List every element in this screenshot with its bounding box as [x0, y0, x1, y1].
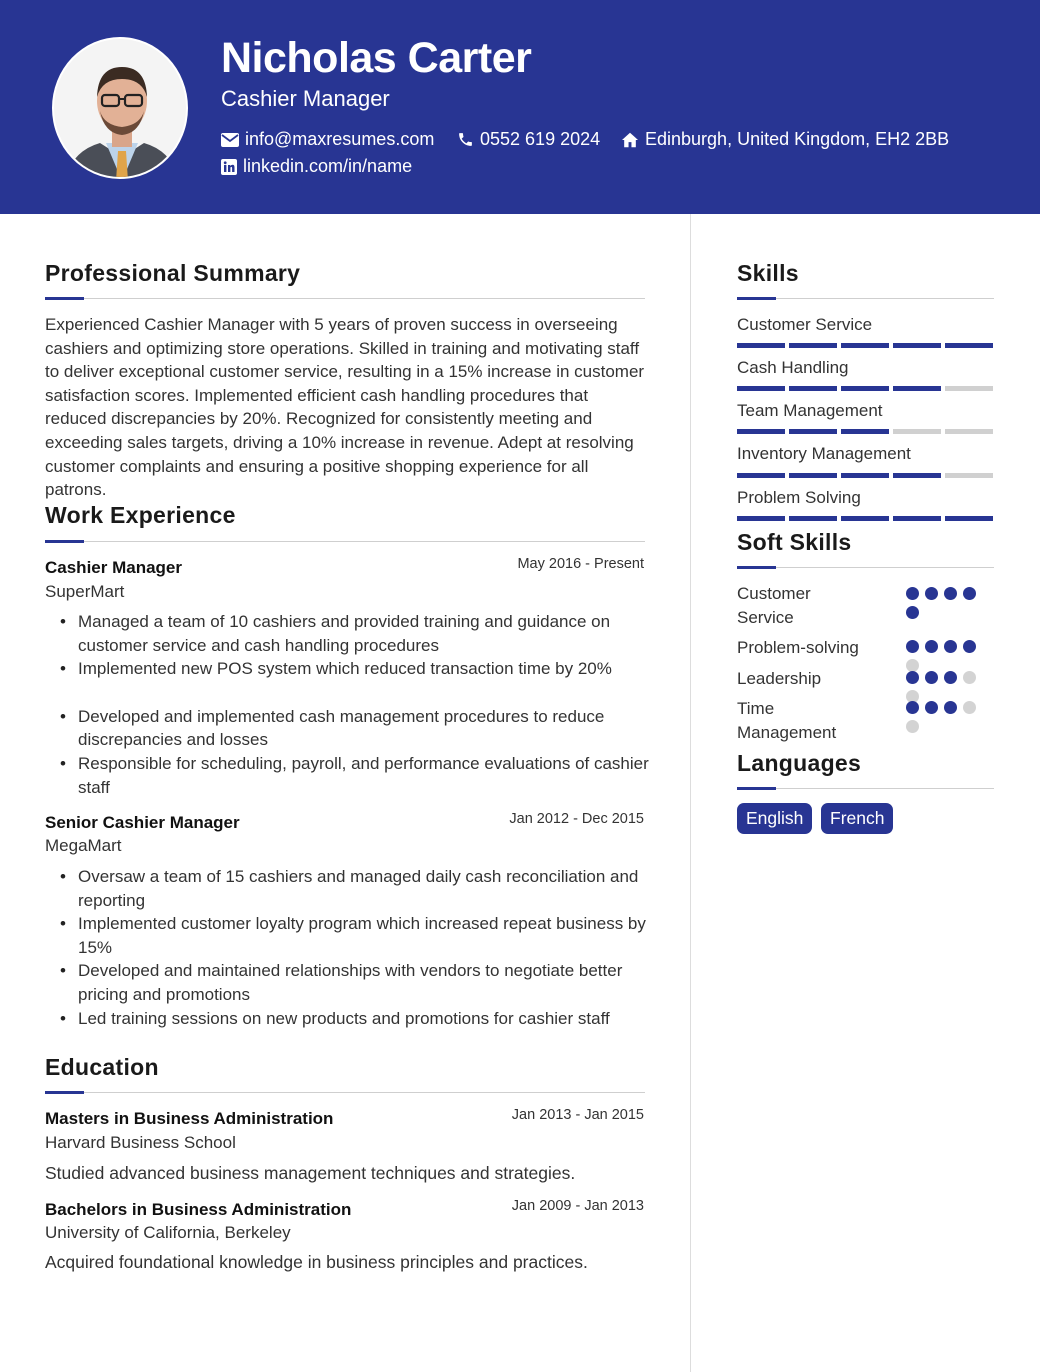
soft-skill-dot	[944, 671, 957, 684]
skill-level-segment	[945, 386, 993, 391]
skill-level-bar	[737, 516, 993, 521]
soft-skills-heading-accent	[737, 566, 776, 569]
skill-level-segment	[945, 516, 993, 521]
job-title: Cashier Manager	[45, 558, 182, 577]
skill-level-segment	[945, 429, 993, 434]
soft-skill-name: Customer Service	[737, 584, 811, 627]
skill-level-segment	[945, 343, 993, 348]
resume-header	[0, 0, 1040, 214]
degree-description: Acquired foundational knowledge in business principles and practices.	[45, 1252, 588, 1272]
soft-skill-dot	[906, 606, 919, 619]
soft-skill-dot	[963, 701, 976, 714]
soft-skill-dot	[925, 701, 938, 714]
email-text: info@maxresumes.com	[245, 129, 435, 149]
job-bullet: • Developed and implemented cash management procedures to reduce discrepancies and losses	[78, 705, 653, 752]
skill-level-segment	[893, 386, 941, 391]
job-bullet: • Led training sessions on new products and promotions for cashier staff	[78, 1007, 653, 1031]
candidate-name: Nicholas Carter	[221, 34, 532, 82]
soft-skill-dots	[906, 671, 986, 703]
skill-level-segment	[893, 473, 941, 478]
education-heading-rule	[45, 1092, 645, 1093]
soft-skill-dot	[944, 701, 957, 714]
skill-level-segment	[737, 429, 785, 434]
soft-skill-dot	[906, 720, 919, 733]
degree-description: Studied advanced business management techniques and strategies.	[45, 1163, 576, 1183]
education-heading: Education	[45, 1054, 159, 1080]
skill-name: Problem Solving	[737, 488, 861, 507]
soft-skill-dot	[906, 640, 919, 653]
soft-skill-dots	[906, 640, 986, 672]
soft-skill-dot	[963, 671, 976, 684]
skill-level-segment	[841, 386, 889, 391]
soft-skill-name: Time Management	[737, 699, 837, 742]
soft-skill-name: Leadership	[737, 669, 822, 688]
job-company: SuperMart	[45, 582, 125, 601]
skill-level-segment	[841, 516, 889, 521]
skill-level-segment	[789, 516, 837, 521]
skill-level-bar	[737, 343, 993, 348]
skill-level-segment	[789, 429, 837, 434]
soft-skill-dot	[963, 640, 976, 653]
education-heading-accent	[45, 1091, 84, 1094]
summary-text: Experienced Cashier Manager with 5 years of proven success in overseeing cashiers and optimizing store operations. Skilled in training and motivating staff to deliver exceptional customer service, resulting in a 15% increase in customer satisfaction scores. Implemented efficient cash handling procedures that reduced discrepancies by 20%. Recognized for consistently meeting and exceeding sales targets, driving a 10% increase in revenue. Adept at resolving customer complaints and ensuring a positive shopping experience for all patrons.	[45, 315, 645, 500]
skill-level-segment	[737, 473, 785, 478]
job-company: MegaMart	[45, 836, 122, 855]
job-bullet: • Implemented customer loyalty program which increased repeat business by 15%	[78, 912, 653, 959]
soft-skill-dot	[944, 587, 957, 600]
skill-level-segment	[789, 343, 837, 348]
skill-level-segment	[841, 343, 889, 348]
skill-level-segment	[789, 386, 837, 391]
contact-phone[interactable]	[457, 129, 600, 150]
skill-level-segment	[841, 429, 889, 434]
phone-text: 0552 619 2024	[480, 129, 601, 149]
job-bullet: • Managed a team of 10 cashiers and provided training and guidance on customer service and cash handling procedures	[78, 610, 653, 657]
summary-heading-rule	[45, 298, 645, 299]
profile-photo	[52, 37, 188, 179]
skill-level-segment	[737, 386, 785, 391]
job-bullets	[78, 610, 653, 799]
soft-skill-dot	[906, 671, 919, 684]
skill-name: Team Management	[737, 401, 883, 420]
column-divider	[690, 214, 691, 1372]
soft-skill-dot	[925, 671, 938, 684]
soft-skill-dot	[925, 587, 938, 600]
summary-heading-accent	[45, 297, 84, 300]
contact-location	[621, 129, 949, 150]
envelope-icon	[221, 133, 239, 147]
avatar-portrait-icon	[54, 39, 188, 179]
job-title: Senior Cashier Manager	[45, 813, 240, 832]
soft-skill-dot	[906, 587, 919, 600]
skill-level-segment	[893, 516, 941, 521]
location-text: Edinburgh, United Kingdom, EH2 2BB	[645, 129, 950, 149]
skill-name: Customer Service	[737, 315, 873, 334]
job-bullets	[78, 865, 653, 1030]
language-badge: English	[737, 803, 812, 834]
skill-level-segment	[945, 473, 993, 478]
phone-icon	[457, 131, 474, 148]
job-bullet: • Developed and maintained relationships with vendors to negotiate better pricing and promotions	[78, 959, 653, 1006]
skill-level-segment	[737, 343, 785, 348]
experience-heading-accent	[45, 540, 84, 543]
home-icon	[621, 132, 639, 148]
skill-level-segment	[737, 516, 785, 521]
skill-level-segment	[893, 343, 941, 348]
skill-name: Inventory Management	[737, 444, 911, 463]
summary-heading: Professional Summary	[45, 260, 301, 286]
job-date: May 2016 - Present	[517, 556, 644, 572]
soft-skill-name: Problem-solving	[737, 638, 859, 657]
job-date: Jan 2012 - Dec 2015	[509, 811, 644, 827]
soft-skill-dots	[906, 587, 986, 619]
skills-heading-accent	[737, 297, 776, 300]
skill-name: Cash Handling	[737, 358, 849, 377]
degree-school: University of California, Berkeley	[45, 1223, 291, 1242]
degree-date: Jan 2013 - Jan 2015	[511, 1107, 644, 1123]
skill-level-bar	[737, 386, 993, 391]
skill-level-bar	[737, 429, 993, 434]
candidate-title: Cashier Manager	[221, 86, 390, 111]
soft-skill-dots	[906, 701, 986, 733]
languages-heading: Languages	[737, 750, 862, 776]
experience-heading-rule	[45, 541, 645, 542]
job-bullet: • Implemented new POS system which reduced transaction time by 20%	[78, 657, 653, 681]
skill-level-segment	[893, 429, 941, 434]
linkedin-icon	[221, 159, 237, 175]
job-bullet: • Oversaw a team of 15 cashiers and managed daily cash reconciliation and reporting	[78, 865, 653, 912]
skill-level-segment	[789, 473, 837, 478]
soft-skill-dot	[963, 587, 976, 600]
skill-level-bar	[737, 473, 993, 478]
language-badge: French	[821, 803, 893, 834]
soft-skill-dot	[944, 640, 957, 653]
contact-email[interactable]	[221, 129, 434, 150]
soft-skills-heading: Soft Skills	[737, 529, 852, 555]
soft-skill-dot	[906, 701, 919, 714]
degree-date: Jan 2009 - Jan 2013	[511, 1198, 644, 1214]
contact-linkedin[interactable]	[221, 156, 412, 177]
skill-level-segment	[841, 473, 889, 478]
skills-heading: Skills	[737, 260, 799, 286]
degree-title: Masters in Business Administration	[45, 1109, 334, 1128]
languages-heading-accent	[737, 787, 776, 790]
degree-school: Harvard Business School	[45, 1133, 236, 1152]
experience-heading: Work Experience	[45, 502, 236, 528]
soft-skill-dot	[925, 640, 938, 653]
job-bullet: • Responsible for scheduling, payroll, and performance evaluations of cashier staff	[78, 752, 653, 799]
degree-title: Bachelors in Business Administration	[45, 1200, 352, 1219]
linkedin-text: linkedin.com/in/name	[243, 156, 413, 176]
